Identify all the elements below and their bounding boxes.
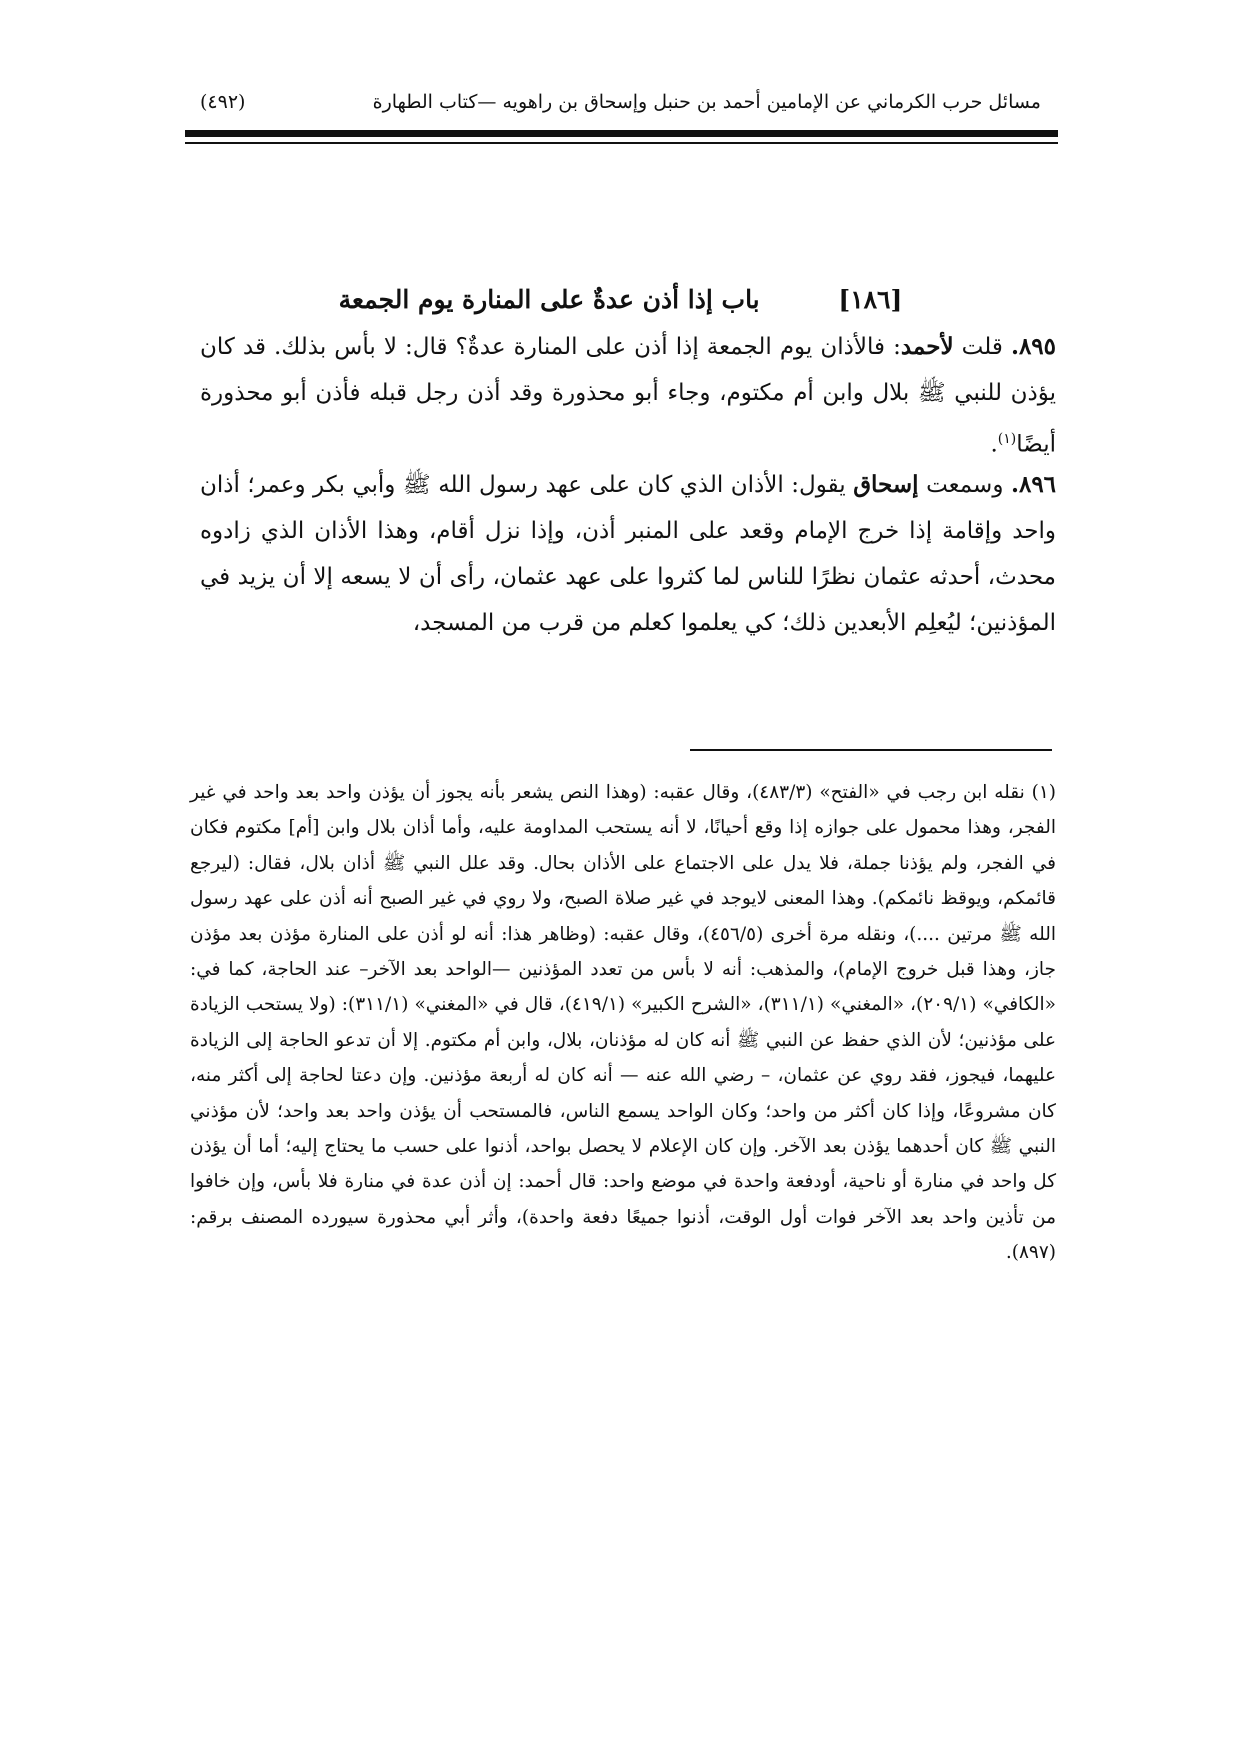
entry-896 [200, 462, 1056, 646]
entry-number: ٨٩٥. [1010, 333, 1057, 360]
running-title: مسائل حرب الكرماني عن الإمامين أحمد بن حنبل وإسحاق بن راهويه —كتاب الطهارة [372, 91, 1041, 113]
chapter-heading [200, 285, 1041, 314]
footnote-ref: (١) [997, 431, 1017, 447]
page-number: (٤٩٢) [200, 91, 246, 113]
entry-text: : فالأذان يوم الجمعة إذا أذن على المنارة عدةٌ؟ قال: لا بأس بذلك. قد كان يؤذن للنبي ﷺ بلال وابن أم مكتوم، وجاء أبو محذورة وقد أذن رجل قبله فأذن أبو محذورة أيضًا [200, 334, 1056, 458]
header-rule-thin [185, 142, 1058, 144]
footnote-separator [690, 749, 1052, 751]
entry-lead: وسمعت [926, 472, 1004, 498]
entry-lead: قلت [961, 334, 1003, 360]
entry-number: ٨٩٦. [1010, 471, 1057, 498]
entry-end: . [990, 431, 998, 458]
header-rule-thick [185, 130, 1058, 137]
entry-name: إسحاق [853, 471, 919, 498]
entry-name: لأحمد [900, 333, 954, 360]
footnote: (١) نقله ابن رجب في «الفتح» (٤٨٣/٣)، وقال عقبه: (وهذا النص يشعر بأنه يجوز أن يؤذن واحد بعد واحد في غير الفجر، وهذا محمول على جوازه إذا وقع أحيانًا، لا أنه يستحب المداومة عليه، وأما أذان بلال وابن [أم] مكتوم فكان في الفجر، ولم يؤذنا جملة، فلا يدل على الاجتماع على الأذان بحال. وقد علل النبي ﷺ أذان بلال، فقال: (ليرجع قائمكم، ويوقظ نائمكم). وهذا المعنى لايوجد في غير صلاة الصبح، ولا روي في غير الصبح أنه أذن على عهد رسول الله ﷺ مرتين ....)، ونقله مرة أخرى (٤٥٦/٥)، وقال عقبه: (وظاهر هذا: أنه لو أذن على المنارة مؤذن بعد مؤذن جاز، وهذا قبل خروج الإمام)، والمذهب: أنه لا بأس من تعدد المؤذنين —الواحد بعد الآخر– عند الحاجة، كما في: «الكافي» (٢٠٩/١)، «المغني» (٣١١/١)، «الشرح الكبير» (٤١٩/١)، قال في «المغني» (٣١١/١): (ولا يستحب الزيادة على مؤذنين؛ لأن الذي حفظ عن النبي ﷺ أنه كان له مؤذنان، بلال، وابن أم مكتوم. إلا أن تدعو الحاجة إلى الزيادة عليهما، فيجوز، فقد روي عن عثمان، – رضي الله عنه — أنه كان له أربعة مؤذنين. وإن دعتا لحاجة إلى أكثر منه، كان مشروعًا، وإذا كان أكثر من واحد؛ وكان الواحد يسمع الناس، فالمستحب أن يؤذن واحد بعد واحد؛ لأن مؤذني النبي ﷺ كان أحدهما يؤذن بعد الآخر. وإن كان الإعلام لا يحصل بواحد، أذنوا على حسب ما يحتاج إليه؛ أما أن يؤذن كل واحد في منارة أو ناحية، أودفعة واحدة في موضع واحد: قال أحمد: إن أذن عدة في منارة فلا بأس، وإن خافوا من تأذين واحد بعد الآخر فوات أول الوقت، أذنوا جميعًا دفعة واحدة)، وأثر أبي محذورة سيورده المصنف برقم: (٨٩٧). [190, 782, 1056, 1264]
chapter-title: باب إذا أذن عدةٌ على المنارة يوم الجمعة [338, 285, 760, 314]
chapter-number: [١٨٦] [838, 285, 903, 314]
page-header [200, 82, 1041, 122]
entry-895 [200, 324, 1056, 468]
entry-text: يقول: الأذان الذي كان على عهد رسول الله ﷺ وأبي بكر وعمر؛ أذان واحد وإقامة إذا خرج الإمام وقعد على المنبر أذن، وإذا نزل أقام، وهذا الأذان الذي زادوه محدث، أحدثه عثمان نظرًا للناس لما كثروا على عهد عثمان، رأى أن لا يسعه إلا أن يزيد في المؤذنين؛ ليُعلِم الأبعدين ذلك؛ كي يعلموا كعلم من قرب من المسجد، [200, 472, 1056, 636]
